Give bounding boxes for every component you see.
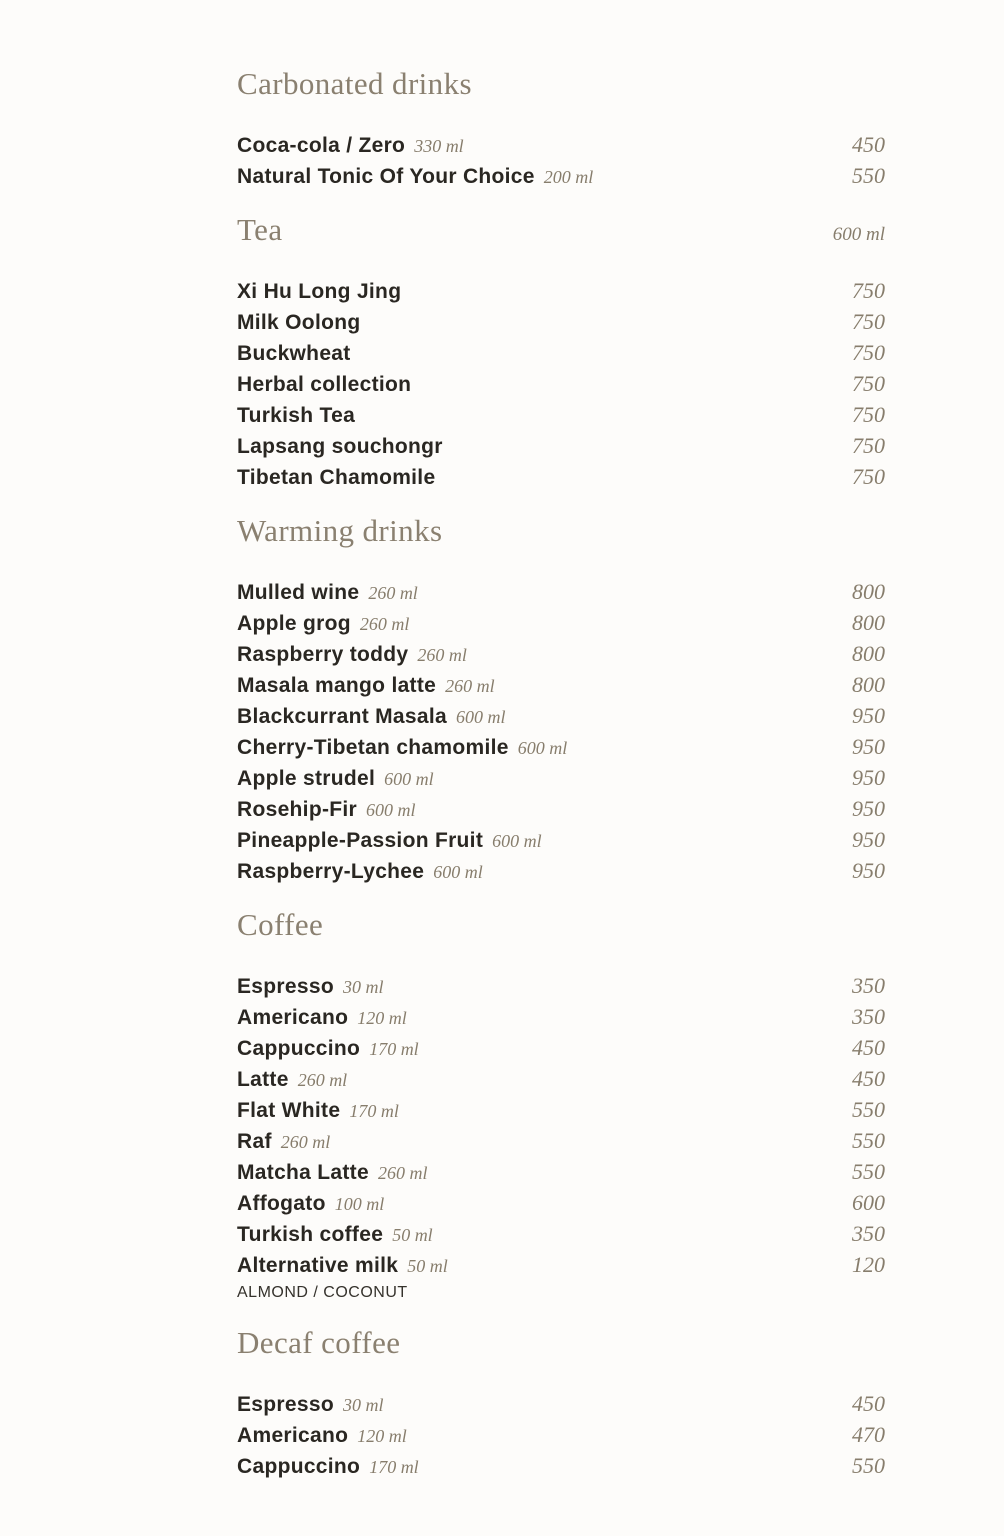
item-volume: 260 ml <box>280 1132 331 1152</box>
item-volume: 260 ml <box>297 1070 348 1090</box>
item-volume: 600 ml <box>365 800 416 820</box>
item-label-group <box>237 972 383 1002</box>
item-volume: 170 ml <box>349 1101 399 1121</box>
item-name: Cappuccino <box>237 1455 361 1478</box>
item-name: Latte <box>237 1068 289 1091</box>
item-label-group <box>237 308 360 338</box>
item-price: 450 <box>852 1391 885 1416</box>
item-price: 750 <box>852 464 885 489</box>
item-label-group <box>237 702 505 732</box>
item-price: 350 <box>852 973 885 998</box>
item-price: 550 <box>852 1453 885 1478</box>
item-name: Mulled wine <box>237 581 360 604</box>
item-label-group <box>237 162 593 192</box>
item-label-group <box>237 578 418 608</box>
item-price: 950 <box>852 734 885 759</box>
menu-item-row <box>237 577 885 608</box>
item-price: 350 <box>852 1004 885 1029</box>
menu-item-row <box>237 462 885 493</box>
item-label-group <box>237 1158 427 1188</box>
item-price: 800 <box>852 579 885 604</box>
item-name: Masala mango latte <box>237 674 437 697</box>
item-list <box>237 1389 885 1482</box>
item-price: 750 <box>852 309 885 334</box>
item-volume: 120 ml <box>357 1008 407 1028</box>
item-volume: 260 ml <box>377 1163 428 1183</box>
menu-item-row <box>237 1033 885 1064</box>
section-heading-row <box>237 513 885 549</box>
item-price: 750 <box>852 278 885 303</box>
item-label-group <box>237 1390 383 1420</box>
item-name: Matcha Latte <box>237 1161 369 1184</box>
item-name: Raf <box>237 1130 272 1153</box>
menu-item-row <box>237 161 885 192</box>
item-volume: 30 ml <box>342 1395 384 1415</box>
section-heading-row <box>237 907 885 943</box>
menu <box>237 66 885 1482</box>
item-name: Apple grog <box>237 612 351 635</box>
item-label-group <box>237 733 567 763</box>
menu-item-row <box>237 732 885 763</box>
menu-item-row <box>237 639 885 670</box>
item-name: Apple strudel <box>237 767 376 790</box>
item-volume: 600 ml <box>492 831 542 851</box>
item-name: Rosehip-Fir <box>237 798 357 821</box>
item-name: Tibetan Chamomile <box>237 466 436 489</box>
item-price: 950 <box>852 765 885 790</box>
item-price: 750 <box>852 340 885 365</box>
item-name: Raspberry-Lychee <box>237 860 425 883</box>
item-price: 750 <box>852 433 885 458</box>
item-label-group <box>237 370 411 400</box>
menu-item-row <box>237 1095 885 1126</box>
item-volume: 200 ml <box>543 167 594 187</box>
item-label-group <box>237 795 415 825</box>
menu-item-row <box>237 794 885 825</box>
section-volume-label: 600 ml <box>832 224 885 245</box>
menu-item-row <box>237 1002 885 1033</box>
item-name: Lapsang souchongr <box>237 435 443 458</box>
item-name: Flat White <box>237 1099 341 1122</box>
item-volume: 50 ml <box>392 1225 433 1245</box>
menu-item-row <box>237 971 885 1002</box>
item-name: Herbal collection <box>237 373 412 396</box>
item-label-group <box>237 826 542 856</box>
section-heading: Coffee <box>237 907 324 942</box>
item-volume: 600 ml <box>384 769 434 789</box>
item-volume: 330 ml <box>414 136 464 156</box>
item-name: Pineapple-Passion Fruit <box>237 829 484 852</box>
item-price: 800 <box>852 610 885 635</box>
section-heading: Warming drinks <box>237 513 443 548</box>
item-price: 450 <box>852 1035 885 1060</box>
item-name: Xi Hu Long Jing <box>237 280 402 303</box>
item-name: Raspberry toddy <box>237 643 409 666</box>
item-price: 450 <box>852 1066 885 1091</box>
menu-item-row <box>237 1064 885 1095</box>
section-heading: Carbonated drinks <box>237 66 472 101</box>
item-volume: 30 ml <box>342 977 384 997</box>
item-price: 550 <box>852 1128 885 1153</box>
item-price: 550 <box>852 1097 885 1122</box>
item-price: 950 <box>852 703 885 728</box>
menu-item-row <box>237 608 885 639</box>
item-note: ALMOND / COCONUT <box>237 1284 408 1301</box>
item-label-group <box>237 277 401 307</box>
item-name: Natural Tonic Of Your Choice <box>237 165 535 188</box>
item-name: Cherry-Tibetan chamomile <box>237 736 509 759</box>
item-volume: 50 ml <box>407 1256 448 1276</box>
item-label-group <box>237 463 435 493</box>
item-price: 470 <box>852 1422 885 1447</box>
section-heading-row <box>237 212 885 248</box>
item-name: Espresso <box>237 1393 334 1416</box>
item-volume: 260 ml <box>417 645 467 665</box>
item-label-group <box>237 764 434 794</box>
menu-section <box>237 907 885 1305</box>
item-list <box>237 130 885 192</box>
section-heading: Decaf coffee <box>237 1325 401 1360</box>
item-name: Turkish Tea <box>237 404 356 427</box>
menu-item-row <box>237 369 885 400</box>
item-label-group <box>237 1452 419 1482</box>
menu-section <box>237 1325 885 1482</box>
menu-item-row <box>237 1157 885 1188</box>
menu-item-row <box>237 1188 885 1219</box>
item-name: Espresso <box>237 975 334 998</box>
item-label-group <box>237 432 443 462</box>
item-volume: 170 ml <box>369 1039 419 1059</box>
item-price: 550 <box>852 1159 885 1184</box>
section-heading: Tea <box>237 212 283 247</box>
item-volume: 260 ml <box>359 614 410 634</box>
item-label-group <box>237 671 495 701</box>
item-price: 800 <box>852 672 885 697</box>
menu-item-row <box>237 400 885 431</box>
item-label-group <box>237 1220 433 1250</box>
item-price: 120 <box>852 1252 885 1277</box>
menu-item-row <box>237 1451 885 1482</box>
item-label-group <box>237 1189 384 1219</box>
item-label-group <box>237 1421 407 1451</box>
section-heading-row <box>237 1325 885 1361</box>
item-price: 750 <box>852 402 885 427</box>
item-volume: 120 ml <box>357 1426 407 1446</box>
menu-item-row <box>237 763 885 794</box>
item-list <box>237 577 885 887</box>
item-volume: 100 ml <box>334 1194 385 1214</box>
item-price: 350 <box>852 1221 885 1246</box>
item-label-group <box>237 640 467 670</box>
menu-section <box>237 66 885 192</box>
item-name: Coca-cola / Zero <box>237 134 406 157</box>
menu-item-row <box>237 1250 885 1281</box>
item-price: 600 <box>852 1190 885 1215</box>
item-label-group <box>237 1065 347 1095</box>
item-label-group <box>237 1127 330 1157</box>
item-name: Alternative milk <box>237 1254 399 1277</box>
item-name: Blackcurrant Masala <box>237 705 447 728</box>
item-price: 550 <box>852 163 885 188</box>
menu-item-row <box>237 825 885 856</box>
item-label-group <box>237 401 355 431</box>
item-label-group <box>237 1096 399 1126</box>
menu-item-row <box>237 856 885 887</box>
item-name: Americano <box>237 1424 349 1447</box>
item-price: 950 <box>852 796 885 821</box>
menu-item-row <box>237 670 885 701</box>
item-price: 950 <box>852 827 885 852</box>
item-label-group <box>237 1003 407 1033</box>
menu-section <box>237 513 885 887</box>
item-name: Milk Oolong <box>237 311 361 334</box>
item-volume: 600 ml <box>517 738 568 758</box>
menu-item-row <box>237 130 885 161</box>
item-name: Affogato <box>237 1192 326 1215</box>
item-label-group <box>237 1251 448 1281</box>
item-name: Turkish coffee <box>237 1223 384 1246</box>
menu-item-row <box>237 1420 885 1451</box>
item-label-group <box>237 609 409 639</box>
item-volume: 260 ml <box>445 676 495 696</box>
item-list <box>237 971 885 1305</box>
item-label-group <box>237 131 464 161</box>
menu-item-row <box>237 1126 885 1157</box>
menu-item-row <box>237 338 885 369</box>
item-price: 450 <box>852 132 885 157</box>
item-volume: 260 ml <box>368 583 418 603</box>
menu-item-row <box>237 276 885 307</box>
menu-item-row <box>237 1219 885 1250</box>
item-label-group <box>237 339 351 369</box>
item-volume: 170 ml <box>369 1457 419 1477</box>
item-label-group <box>237 1034 419 1064</box>
menu-item-row <box>237 1389 885 1420</box>
menu-item-row <box>237 307 885 338</box>
menu-section <box>237 212 885 493</box>
item-name: Cappuccino <box>237 1037 361 1060</box>
item-volume: 600 ml <box>455 707 506 727</box>
menu-item-row <box>237 431 885 462</box>
item-name: Buckwheat <box>237 342 351 365</box>
section-heading-row <box>237 66 885 102</box>
item-list <box>237 276 885 493</box>
item-label-group <box>237 857 483 887</box>
menu-item-row <box>237 701 885 732</box>
item-price: 950 <box>852 858 885 883</box>
item-name: Americano <box>237 1006 349 1029</box>
item-volume: 600 ml <box>433 862 483 882</box>
item-price: 800 <box>852 641 885 666</box>
item-price: 750 <box>852 371 885 396</box>
